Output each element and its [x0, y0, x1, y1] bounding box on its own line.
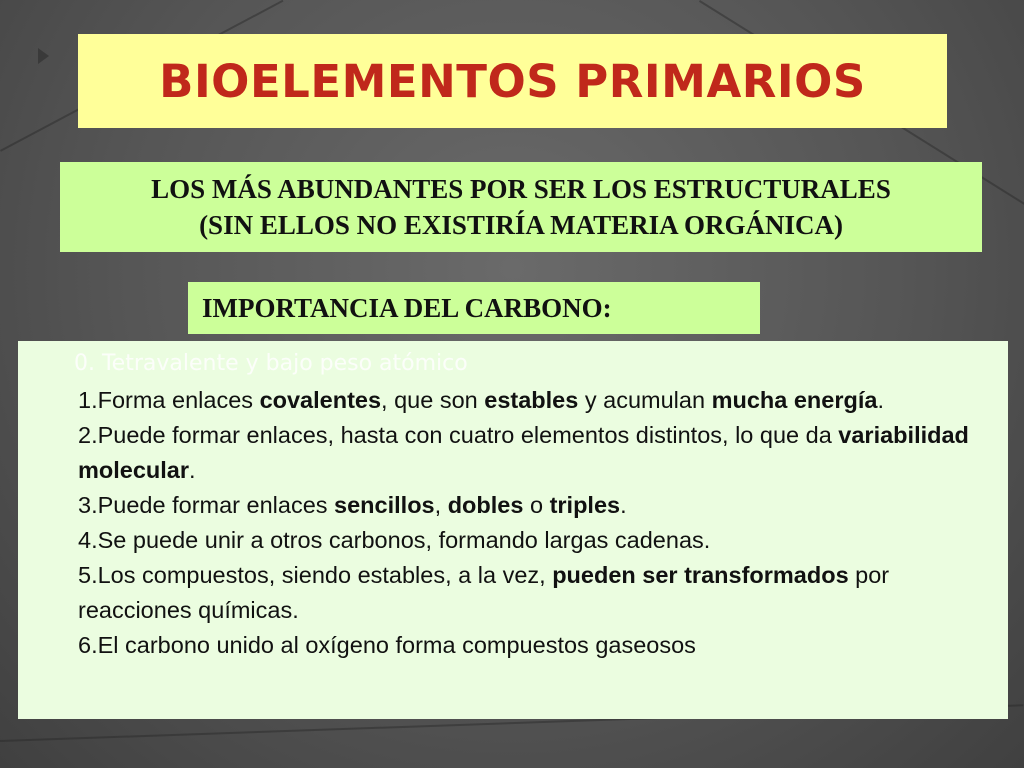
- property-text: El carbono unido al oxígeno forma compuestos gaseosos: [97, 632, 696, 658]
- subtitle-line-2: (SIN ELLOS NO EXISTIRÍA MATERIA ORGÁNICA): [199, 210, 843, 240]
- property-bold-text: variabilidad molecular: [78, 422, 969, 483]
- importance-heading: IMPORTANCIA DEL CARBONO:: [202, 292, 612, 323]
- property-bold-text: covalentes: [259, 387, 382, 413]
- property-bold-text: sencillos: [334, 492, 435, 518]
- property-number: 5.: [78, 562, 98, 588]
- carbon-properties-box: [18, 341, 1008, 719]
- property-item: [78, 488, 998, 523]
- property-number: 4.: [78, 527, 98, 553]
- property-number: 6.: [78, 632, 98, 658]
- property-text: o: [523, 492, 550, 518]
- importance-heading-box: [188, 282, 760, 334]
- property-item: [78, 558, 998, 628]
- property-item: [78, 523, 998, 558]
- property-bold-text: estables: [484, 387, 579, 413]
- property-text: ,: [434, 492, 448, 518]
- property-text: .: [189, 457, 196, 483]
- property-bold-text: triples: [549, 492, 621, 518]
- property-text: .: [877, 387, 884, 413]
- property-text: por reacciones químicas.: [78, 562, 890, 623]
- property-item: [78, 383, 998, 418]
- properties-list: [78, 383, 998, 663]
- property-text: .: [620, 492, 627, 518]
- property-bold-text: pueden ser transformados: [552, 562, 849, 588]
- property-number: 2.: [78, 422, 98, 448]
- property-text: Puede formar enlaces: [97, 492, 335, 518]
- faded-item-zero: 0. Tetravalente y bajo peso atómico: [74, 351, 468, 376]
- property-text: , que son: [381, 387, 485, 413]
- property-text: Puede formar enlaces, hasta con cuatro elementos distintos, lo que da: [97, 422, 839, 448]
- subtitle-box: [60, 162, 982, 252]
- property-item: [78, 628, 998, 663]
- property-text: Los compuestos, siendo estables, a la vez,: [97, 562, 553, 588]
- title-box: [78, 34, 947, 128]
- property-text: y acumulan: [578, 387, 712, 413]
- property-bold-text: dobles: [447, 492, 524, 518]
- property-item: [78, 418, 998, 488]
- property-text: Se puede unir a otros carbonos, formando largas cadenas.: [97, 527, 711, 553]
- property-bold-text: mucha energía: [711, 387, 878, 413]
- property-number: 3.: [78, 492, 98, 518]
- slide-title: BIOELEMENTOS PRIMARIOS: [159, 54, 866, 108]
- property-text: Forma enlaces: [97, 387, 260, 413]
- subtitle-line-1: LOS MÁS ABUNDANTES POR SER LOS ESTRUCTURALES: [151, 174, 891, 204]
- slide-bullet-arrow-icon: [38, 48, 49, 64]
- property-number: 1.: [78, 387, 98, 413]
